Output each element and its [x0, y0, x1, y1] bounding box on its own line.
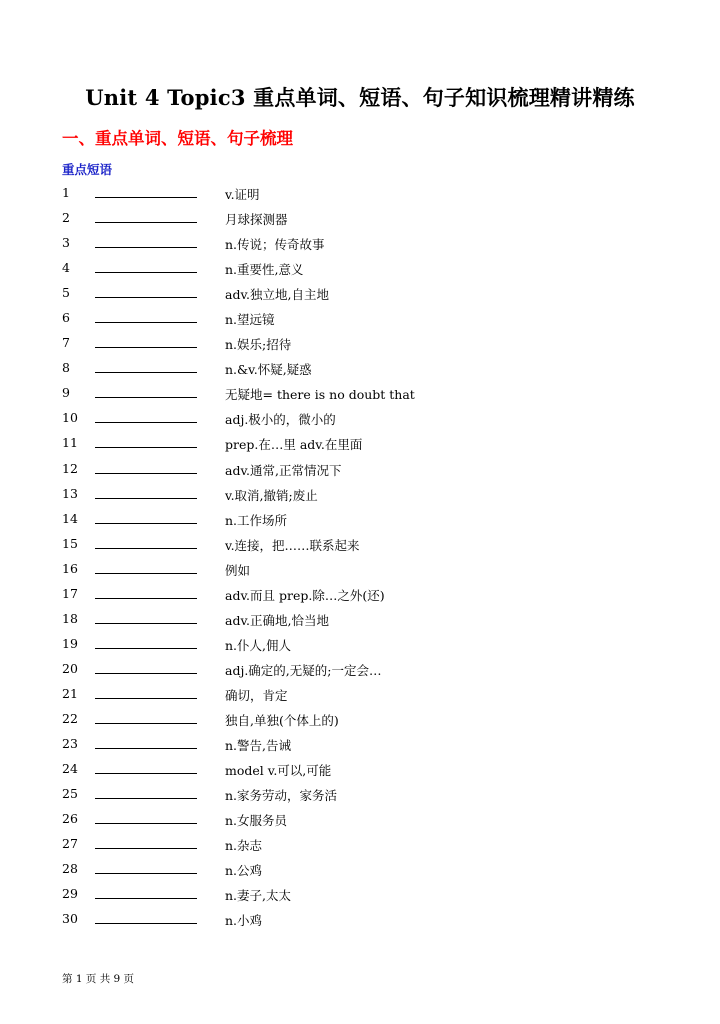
list-item [0, 406, 720, 431]
list-item [0, 732, 720, 757]
list-item [0, 907, 720, 932]
item-number: 4 [62, 260, 70, 276]
item-number: 8 [62, 360, 70, 376]
item-number: 30 [62, 911, 78, 927]
item-number: 1 [62, 185, 70, 200]
list-item [0, 682, 720, 707]
answer-blank[interactable] [95, 397, 197, 398]
item-number: 2 [62, 210, 70, 226]
answer-blank[interactable] [95, 698, 197, 699]
list-item [0, 707, 720, 732]
answer-blank[interactable] [95, 272, 197, 273]
item-meaning: n.娱乐;招待 [225, 337, 292, 353]
item-meaning: v.取消,撤销;废止 [225, 487, 318, 503]
item-meaning: n.警告,告诫 [225, 738, 291, 754]
answer-blank[interactable] [95, 297, 197, 298]
answer-blank[interactable] [95, 523, 197, 524]
answer-blank[interactable] [95, 723, 197, 724]
list-item [0, 331, 720, 356]
list-item [0, 231, 720, 256]
list-item [0, 356, 720, 381]
item-number: 5 [62, 285, 70, 301]
item-meaning: n.家务劳动，家务活 [225, 788, 338, 804]
list-item [0, 807, 720, 832]
list-item [0, 657, 720, 682]
item-number: 9 [62, 385, 70, 401]
item-number: 7 [62, 335, 70, 351]
item-meaning: n.小鸡 [225, 913, 263, 929]
answer-blank[interactable] [95, 372, 197, 373]
item-meaning: n.传说；传奇故事 [225, 237, 325, 253]
item-meaning: 例如 [225, 562, 251, 578]
answer-blank[interactable] [95, 222, 197, 223]
item-meaning: n.仆人,佣人 [225, 637, 291, 653]
item-number: 28 [62, 861, 78, 877]
answer-blank[interactable] [95, 247, 197, 248]
answer-blank[interactable] [95, 623, 197, 624]
list-item [0, 306, 720, 331]
item-meaning: n.工作场所 [225, 512, 288, 528]
answer-blank[interactable] [95, 598, 197, 599]
answer-blank[interactable] [95, 473, 197, 474]
answer-blank[interactable] [95, 347, 197, 348]
item-meaning: model v.可以,可能 [225, 763, 332, 779]
item-number: 29 [62, 886, 78, 902]
answer-blank[interactable] [95, 498, 197, 499]
item-number: 20 [62, 660, 78, 676]
list-item [0, 582, 720, 607]
item-meaning: adv.独立地,自主地 [225, 287, 329, 303]
list-item [0, 782, 720, 807]
list-item [0, 557, 720, 582]
list-item [0, 256, 720, 281]
vocabulary-list [0, 181, 720, 932]
section-heading: 一、重点单词、短语、句子梳理 [62, 129, 293, 148]
item-number: 3 [62, 235, 70, 251]
list-item [0, 632, 720, 657]
list-item [0, 482, 720, 507]
item-meaning: n.公鸡 [225, 863, 263, 879]
item-meaning: n.重要性,意义 [225, 262, 304, 278]
item-meaning: 确切，肯定 [225, 687, 288, 703]
item-number: 15 [62, 535, 78, 551]
page-title: Unit 4 Topic3 重点单词、短语、句子知识梳理精讲精练 [85, 85, 635, 110]
answer-blank[interactable] [95, 673, 197, 674]
item-meaning: adv.而且 prep.除…之外(还) [225, 587, 385, 603]
item-number: 26 [62, 811, 78, 827]
item-number: 21 [62, 685, 78, 701]
item-number: 16 [62, 560, 78, 576]
answer-blank[interactable] [95, 748, 197, 749]
answer-blank[interactable] [95, 798, 197, 799]
item-number: 24 [62, 761, 78, 777]
answer-blank[interactable] [95, 923, 197, 924]
subheading: 重点短语 [62, 162, 113, 177]
list-item [0, 507, 720, 532]
answer-blank[interactable] [95, 422, 197, 423]
item-meaning: adv.通常,正常情况下 [225, 462, 342, 478]
item-meaning: adj.极小的，微小的 [225, 412, 336, 428]
item-meaning: 无疑地= there is no doubt that [225, 387, 415, 403]
answer-blank[interactable] [95, 773, 197, 774]
answer-blank[interactable] [95, 447, 197, 448]
item-number: 18 [62, 610, 78, 626]
item-meaning: adj.确定的,无疑的;一定会… [225, 662, 382, 678]
list-item [0, 457, 720, 482]
item-meaning: 独自,单独(个体上的) [225, 712, 339, 728]
item-number: 19 [62, 635, 78, 651]
item-meaning: prep.在…里 adv.在里面 [225, 437, 363, 453]
item-number: 10 [62, 410, 78, 426]
item-number: 22 [62, 710, 78, 726]
item-number: 17 [62, 585, 78, 601]
item-meaning: n.杂志 [225, 838, 263, 854]
answer-blank[interactable] [95, 197, 197, 198]
item-meaning: v.连接，把……联系起来 [225, 537, 360, 553]
list-item [0, 757, 720, 782]
item-number: 27 [62, 836, 78, 852]
item-number: 25 [62, 786, 78, 802]
answer-blank[interactable] [95, 848, 197, 849]
list-item [0, 381, 720, 406]
list-item [0, 281, 720, 306]
answer-blank[interactable] [95, 322, 197, 323]
item-meaning: n.女服务员 [225, 813, 288, 829]
list-item [0, 206, 720, 231]
list-item [0, 882, 720, 907]
item-number: 14 [62, 510, 78, 526]
item-number: 23 [62, 736, 78, 752]
list-item [0, 832, 720, 857]
answer-blank[interactable] [95, 823, 197, 824]
item-number: 6 [62, 310, 70, 326]
answer-blank[interactable] [95, 873, 197, 874]
item-meaning: v.证明 [225, 187, 260, 202]
answer-blank[interactable] [95, 648, 197, 649]
item-number: 11 [62, 435, 78, 451]
item-meaning: n.妻子,太太 [225, 888, 291, 904]
answer-blank[interactable] [95, 573, 197, 574]
page-footer: 第 1 页 共 9 页 [62, 973, 135, 985]
answer-blank[interactable] [95, 898, 197, 899]
list-item [0, 857, 720, 882]
list-item [0, 431, 720, 456]
answer-blank[interactable] [95, 548, 197, 549]
item-number: 12 [62, 460, 78, 476]
list-item [0, 181, 720, 206]
item-meaning: n.望远镜 [225, 312, 275, 328]
item-meaning: n.&v.怀疑,疑惑 [225, 362, 312, 378]
list-item [0, 607, 720, 632]
item-meaning: 月球探测器 [225, 212, 288, 228]
list-item [0, 532, 720, 557]
item-number: 13 [62, 485, 78, 501]
item-meaning: adv.正确地,恰当地 [225, 612, 329, 628]
